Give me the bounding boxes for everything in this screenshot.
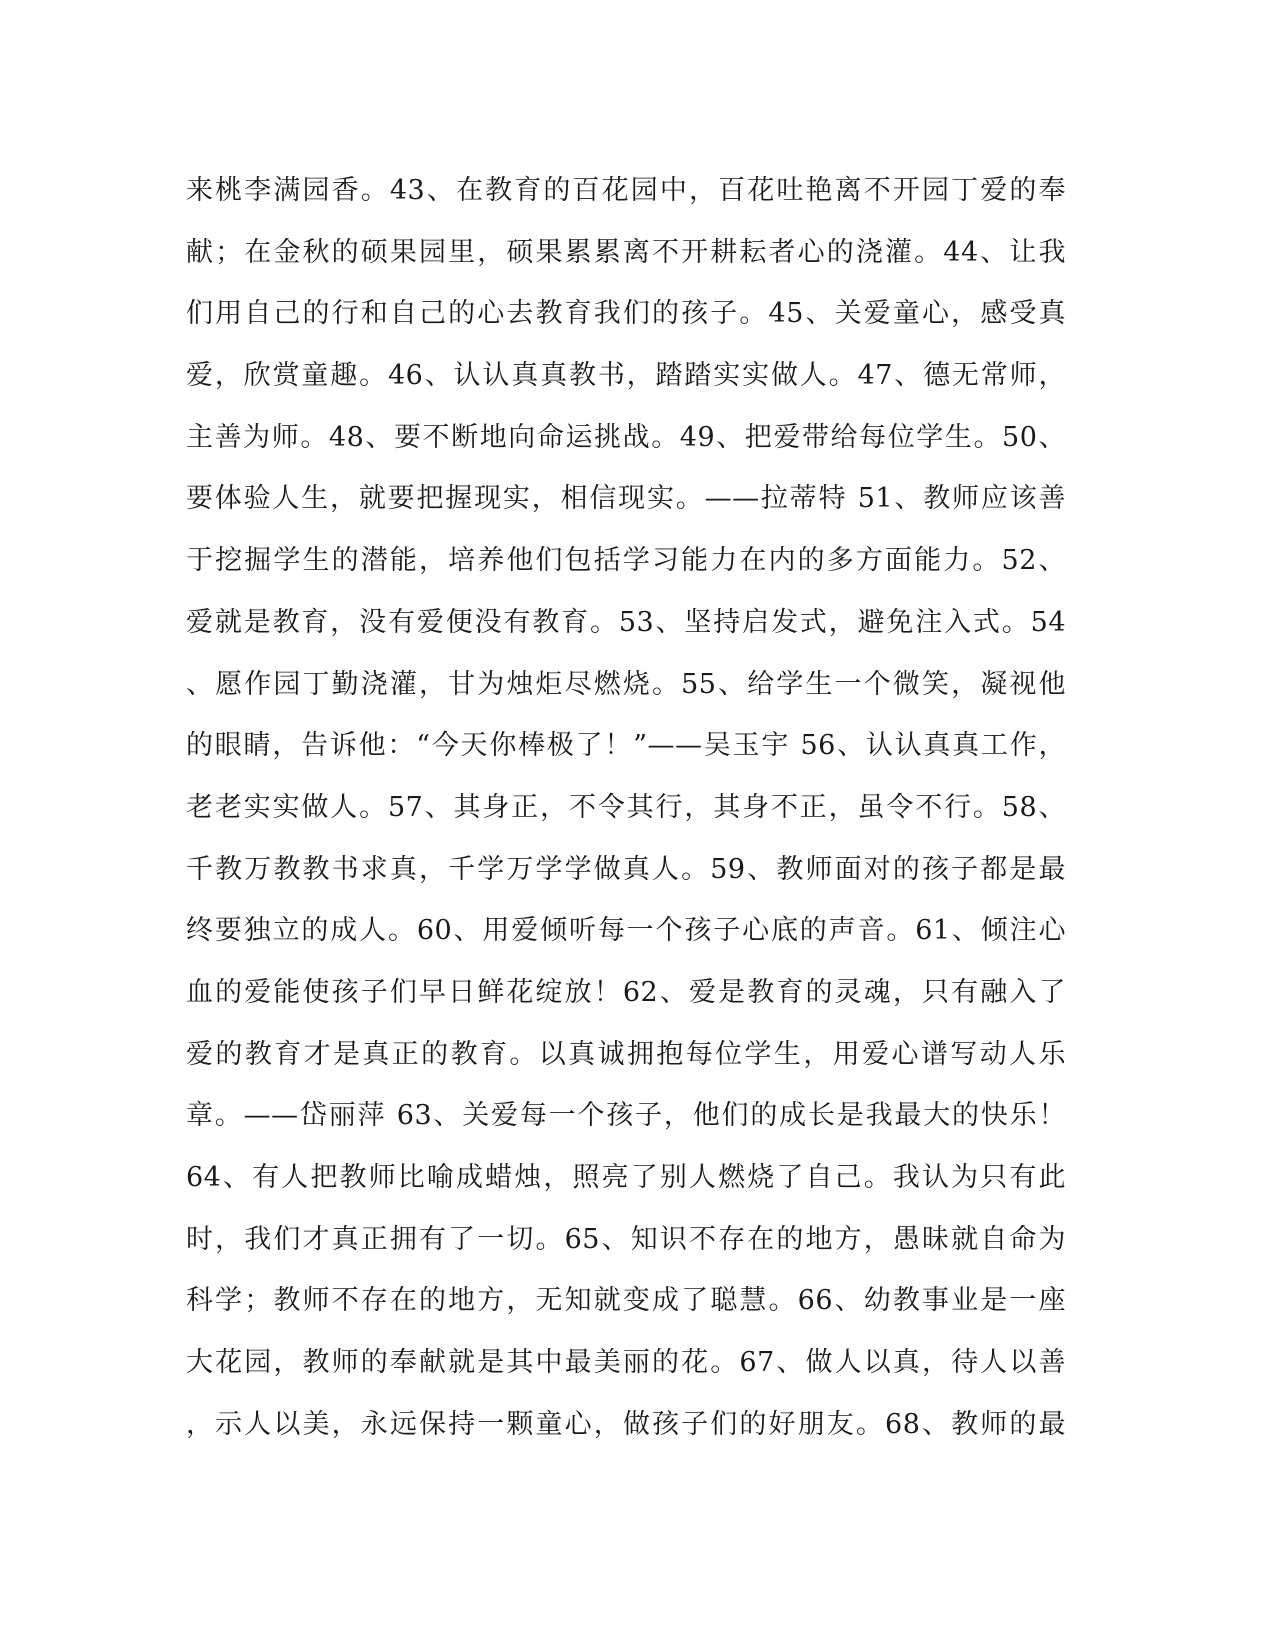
text-line: 爱的教育才是真正的教育。以真诚拥抱每位学生，用爱心谱写动人乐: [186, 1038, 1066, 1070]
text-line: 时，我们才真正拥有了一切。65、知识不存在的地方，愚昧就自命为: [186, 1223, 1066, 1255]
text-line: 64、有人把教师比喻成蜡烛，照亮了别人燃烧了自己。我认为只有此: [186, 1162, 1066, 1193]
text-line: 老老实实做人。57、其身正，不令其行，其身不正，虽令不行。58、: [186, 791, 1066, 823]
text-line: ，示人以美，永远保持一颗童心，做孩子们的好朋友。68、教师的最: [186, 1408, 1066, 1440]
text-line: 章。——岱丽萍 63、关爱每一个孩子，他们的成长是我最大的快乐！: [186, 1100, 1066, 1132]
text-line: 的眼睛，告诉他：“今天你棒极了！”——吴玉宇 56、认认真真工作，: [186, 730, 1066, 762]
text-line: 爱就是教育，没有爱便没有教育。53、坚持启发式，避免注入式。54: [186, 606, 1066, 638]
text-line: 、愿作园丁勤浇灌，甘为烛炬尽燃烧。55、给学生一个微笑，凝视他: [186, 668, 1066, 700]
text-line: 于挖掘学生的潜能，培养他们包括学习能力在内的多方面能力。52、: [186, 545, 1066, 577]
body-text: [186, 160, 1066, 1455]
text-line: 血的爱能使孩子们早日鲜花绽放！62、爱是教育的灵魂，只有融入了: [186, 976, 1066, 1008]
text-line: 要体验人生，就要把握现实，相信现实。——拉蒂特 51、教师应该善: [186, 483, 1066, 515]
text-line: 献；在金秋的硕果园里，硕果累累离不开耕耘者心的浇灌。44、让我: [186, 236, 1066, 268]
text-line: 主善为师。48、要不断地向命运挑战。49、把爱带给每位学生。50、: [186, 421, 1066, 453]
text-line: 千教万教教书求真，千学万学学做真人。59、教师面对的孩子都是最: [186, 853, 1066, 885]
text-line: 终要独立的成人。60、用爱倾听每一个孩子心底的声音。61、倾注心: [186, 915, 1066, 947]
text-line: 大花园，教师的奉献就是其中最美丽的花。67、做人以真，待人以善: [186, 1347, 1066, 1379]
text-line: 爱，欣赏童趣。46、认认真真教书，踏踏实实做人。47、德无常师，: [186, 360, 1066, 392]
text-line: 们用自己的行和自己的心去教育我们的孩子。45、关爱童心，感受真: [186, 298, 1066, 330]
text-line: 来桃李满园香。43、在教育的百花园中，百花吐艳离不开园丁爱的奉: [186, 175, 1066, 206]
text-line: 科学；教师不存在的地方，无知就变成了聪慧。66、幼教事业是一座: [186, 1285, 1066, 1317]
